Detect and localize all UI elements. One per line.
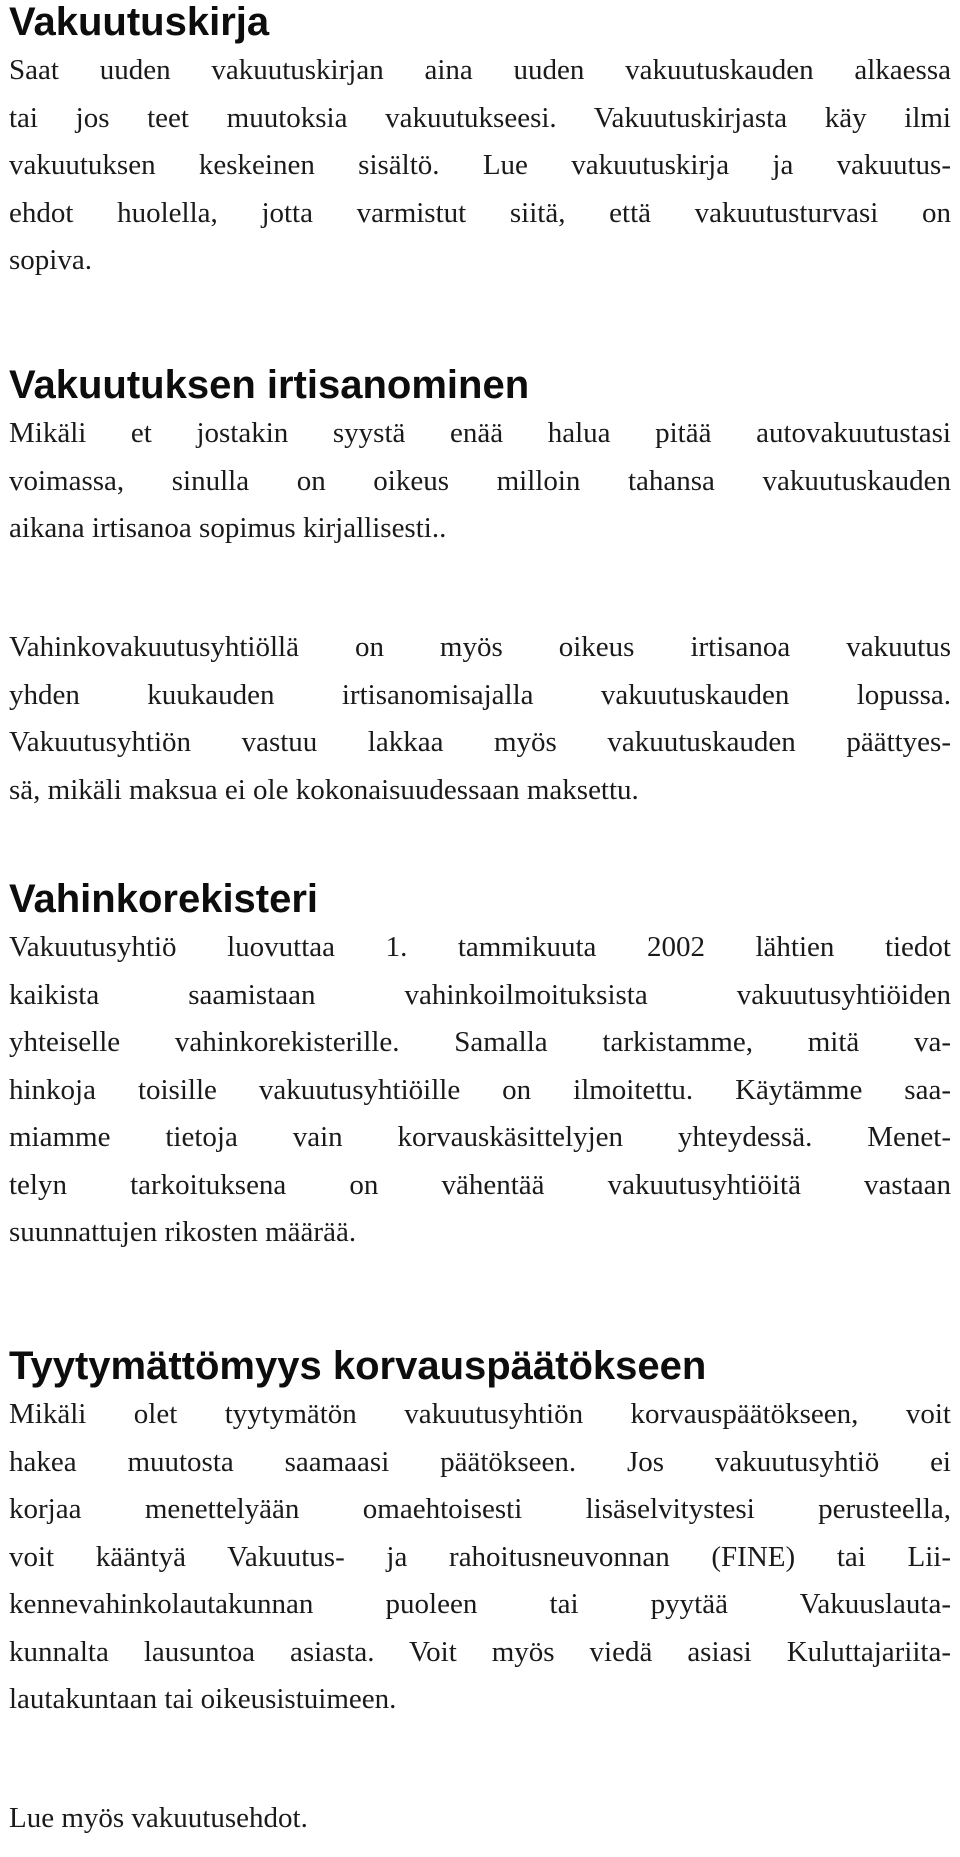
text-line: tai jos teet muutoksia vakuutukseesi. Vakuutuskirjasta käy ilmi bbox=[9, 101, 951, 134]
heading-tyytymattomyys: Tyytymättömyys korvauspäätökseen bbox=[9, 1344, 707, 1388]
text-line: Saat uuden vakuutuskirjan aina uuden vakuutuskauden alkaessa bbox=[9, 54, 951, 86]
text-line: Vakuutusyhtiö luovuttaa 1. tammikuuta 2002 lähtien tiedot bbox=[9, 931, 951, 963]
text-line: korjaa menettelyään omaehtoisesti lisäselvitystesi perusteella, bbox=[9, 1493, 951, 1525]
text-line: Vahinkovakuutusyhtiöllä on myös oikeus irtisanoa vakuutus bbox=[9, 631, 951, 663]
text-line: voit kääntyä Vakuutus- ja rahoitusneuvonnan (FINE) tai Lii- bbox=[9, 1540, 951, 1573]
text-line: aikana irtisanoa sopimus kirjallisesti.. bbox=[9, 512, 447, 544]
text-line: vakuutuksen keskeinen sisältö. Lue vakuutuskirja ja vakuutus- bbox=[9, 149, 951, 181]
paragraph-vahinkorekisteri bbox=[9, 924, 951, 1257]
text-line: miamme tietoja vain korvauskäsittelyjen yhteydessä. Menet- bbox=[9, 1121, 951, 1153]
text-line: voimassa, sinulla on oikeus milloin tahansa vakuutuskauden bbox=[9, 464, 951, 497]
text-line: Mikäli et jostakin syystä enää halua pitää autovakuutustasi bbox=[9, 417, 951, 449]
text-line: sopiva. bbox=[9, 244, 92, 276]
text-line: kennevahinkolautakunnan puoleen tai pyytää Vakuuslauta- bbox=[9, 1588, 951, 1620]
text-line: suunnattujen rikosten määrää. bbox=[9, 1216, 357, 1248]
text-line: Vakuutusyhtiön vastuu lakkaa myös vakuutuskauden päättyes- bbox=[9, 726, 951, 758]
text-line: kunnalta lausuntoa asiasta. Voit myös viedä asiasi Kuluttajariita- bbox=[9, 1635, 951, 1668]
paragraph-irtisanominen-2 bbox=[9, 624, 951, 814]
paragraph-tyytymattomyys bbox=[9, 1391, 951, 1724]
section-tyytymattomyys bbox=[9, 1346, 951, 1386]
text-line: telyn tarkoituksena on vähentää vakuutusyhtiöitä vastaan bbox=[9, 1168, 951, 1201]
text-line: hinkoja toisille vakuutusyhtiöille on ilmoitettu. Käytämme saa- bbox=[9, 1073, 951, 1106]
section-vakuutuskirja bbox=[9, 2, 951, 42]
text-line: ehdot huolella, jotta varmistut siitä, että vakuutusturvasi on bbox=[9, 196, 951, 229]
heading-irtisanominen: Vakuutuksen irtisanominen bbox=[9, 363, 530, 407]
text-line: lautakuntaan tai oikeusistuimeen. bbox=[9, 1683, 397, 1715]
section-irtisanominen bbox=[9, 365, 951, 405]
paragraph-irtisanominen-1 bbox=[9, 410, 951, 553]
text-line: Mikäli olet tyytymätön vakuutusyhtiön korvauspäätökseen, voit bbox=[9, 1398, 951, 1430]
text-line: yhteiselle vahinkorekisterille. Samalla tarkistamme, mitä va- bbox=[9, 1026, 951, 1058]
text-line: yhden kuukauden irtisanomisajalla vakuutuskauden lopussa. bbox=[9, 678, 951, 711]
footer-line: Lue myös vakuutusehdot. bbox=[9, 1802, 308, 1834]
heading-vakuutuskirja: Vakuutuskirja bbox=[9, 0, 270, 44]
text-line: hakea muutosta saamaasi päätökseen. Jos vakuutusyhtiö ei bbox=[9, 1445, 951, 1478]
footer-note bbox=[9, 1795, 951, 1843]
heading-vahinkorekisteri: Vahinkorekisteri bbox=[9, 877, 319, 921]
section-vahinkorekisteri bbox=[9, 879, 951, 919]
text-line: sä, mikäli maksua ei ole kokonaisuudessaan maksettu. bbox=[9, 773, 639, 806]
text-line: kaikista saamistaan vahinkoilmoituksista vakuutusyhtiöiden bbox=[9, 978, 951, 1011]
paragraph-vakuutuskirja bbox=[9, 47, 951, 285]
